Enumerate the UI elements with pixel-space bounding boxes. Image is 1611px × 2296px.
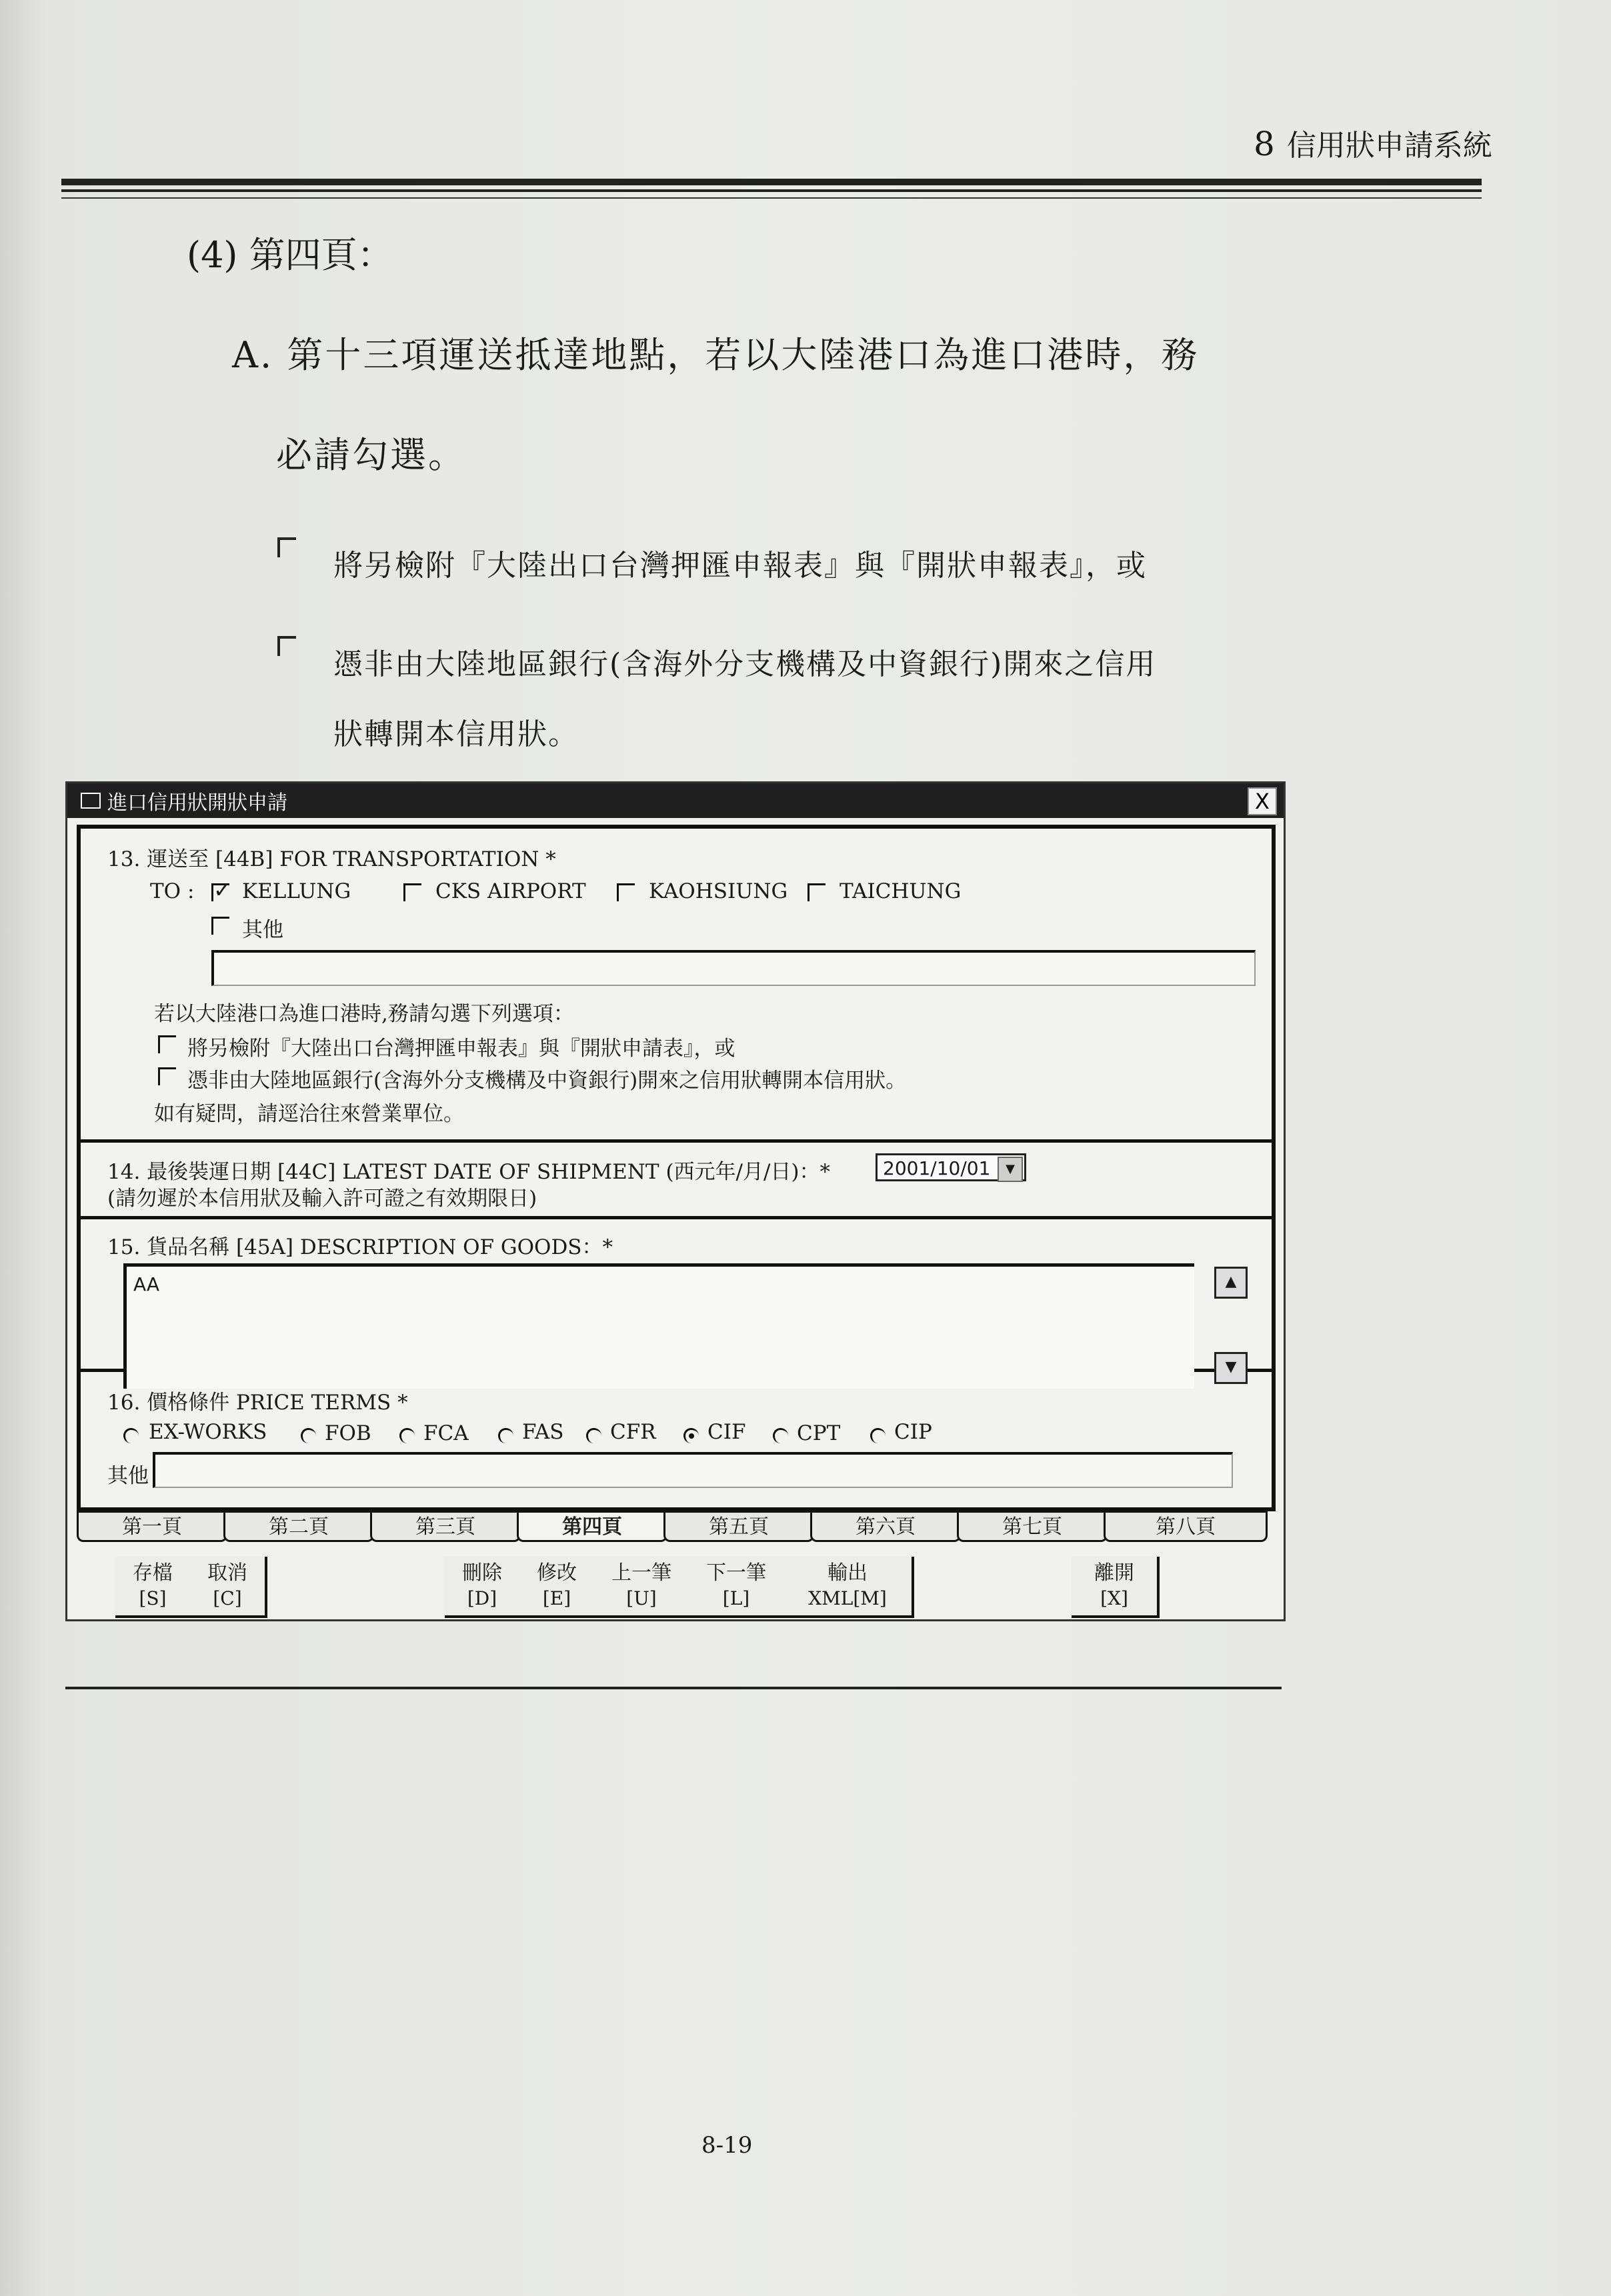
option2-text-line1: 憑非由大陸地區銀行(含海外分支機構及中資銀行)開來之信用: [333, 647, 1157, 681]
term-cpt-radio[interactable]: [773, 1428, 788, 1443]
term-fob-radio[interactable]: [301, 1428, 316, 1443]
header-rule: [61, 179, 1482, 185]
term-cfr-radio[interactable]: [586, 1428, 601, 1443]
chapter-header: [1254, 121, 1492, 164]
term-other-label: 其他: [107, 1464, 149, 1488]
chevron-down-icon[interactable]: ▼: [998, 1157, 1023, 1182]
next-record-button[interactable]: 下一筆 [L]: [689, 1557, 786, 1618]
term-cip-radio[interactable]: [870, 1428, 886, 1443]
tab-page-7[interactable]: 第七頁: [957, 1510, 1108, 1542]
term-label: CIP: [894, 1420, 932, 1444]
item-a-line1: A. 第十三項運送抵達地點，若以大陸港口為進口港時，務: [232, 334, 1200, 376]
section-16: [81, 1372, 1272, 1507]
port-label: KELLUNG: [242, 879, 351, 903]
option2-text-line2: 狀轉開本信用狀。: [333, 717, 579, 751]
page-number: 8-19: [701, 2132, 753, 2159]
tab-page-8[interactable]: 第八頁: [1104, 1510, 1268, 1542]
export-xml-button[interactable]: 輸出 XML[M]: [783, 1557, 914, 1618]
dialog-titlebar: [67, 783, 1284, 818]
shipment-date-select[interactable]: [876, 1153, 1026, 1181]
mainland-option1: 將另檢附『大陸出口台灣押匯申報表』與『開狀申請表』，或: [187, 1037, 735, 1061]
term-label: FOB: [325, 1421, 371, 1445]
term-label: CPT: [797, 1421, 841, 1445]
delete-button[interactable]: 刪除 [D]: [445, 1557, 522, 1618]
term-label: CIF: [707, 1420, 746, 1444]
scroll-down-icon[interactable]: ▼: [1214, 1352, 1248, 1384]
to-label: TO :: [150, 879, 195, 903]
term-exworks-radio[interactable]: [123, 1428, 139, 1443]
tab-page-1[interactable]: 第一頁: [77, 1510, 227, 1542]
edit-button[interactable]: 修改 [E]: [519, 1557, 597, 1618]
window-icon: [81, 793, 101, 809]
shipment-date-value: 2001/10/01: [883, 1157, 991, 1179]
contact-note: 如有疑問，請逕洽往來營業單位。: [154, 1102, 464, 1126]
sec14-sub: (請勿遲於本信用狀及輸入許可證之有效期限日): [107, 1187, 537, 1211]
tab-page-3[interactable]: 第三頁: [370, 1510, 521, 1542]
page-tabs: [77, 1510, 1268, 1545]
sec16-label: 16. 價格條件 PRICE TERMS *: [107, 1391, 408, 1415]
term-label: EX-WORKS: [149, 1420, 267, 1444]
term-cif-radio[interactable]: [683, 1428, 699, 1443]
tab-page-5[interactable]: 第五頁: [663, 1510, 814, 1542]
port-taichung-checkbox[interactable]: [808, 883, 826, 901]
item-a-line2: 必請勾選。: [276, 434, 466, 476]
previous-record-button[interactable]: 上一筆 [U]: [594, 1557, 691, 1618]
mainland-option1-checkbox[interactable]: [158, 1035, 176, 1053]
save-button[interactable]: 存檔 [S]: [115, 1557, 193, 1618]
term-other-input[interactable]: [153, 1452, 1233, 1488]
section-15: [81, 1219, 1272, 1375]
cancel-button[interactable]: 取消 [C]: [190, 1557, 267, 1618]
sec13-label: 13. 運送至 [44B] FOR TRANSPORTATION *: [107, 847, 556, 871]
other-port-input[interactable]: [211, 950, 1256, 986]
term-label: FCA: [423, 1421, 469, 1445]
port-label: CKS AIRPORT: [435, 879, 586, 903]
term-fas-radio[interactable]: [498, 1428, 513, 1443]
port-kaohsiung-checkbox[interactable]: [617, 883, 635, 901]
term-label: FAS: [522, 1420, 564, 1444]
scroll-up-icon[interactable]: ▲: [1214, 1267, 1248, 1299]
lc-application-dialog: [65, 781, 1286, 1621]
section-13: [81, 829, 1272, 1143]
goods-description-textarea[interactable]: [123, 1263, 1237, 1389]
header-rule: [61, 197, 1482, 199]
mainland-option2: 憑非由大陸地區銀行(含海外分支機構及中資銀行)開來之信用狀轉開本信用狀。: [187, 1069, 907, 1093]
mainland-note: 若以大陸港口為進口港時,務請勾選下列選項：: [154, 1002, 574, 1026]
other-label: 其他: [242, 918, 283, 942]
port-cks-checkbox[interactable]: [403, 883, 421, 901]
chapter-title: 信用狀申請系統: [1286, 129, 1492, 163]
exit-button[interactable]: 離開 [X]: [1072, 1557, 1160, 1618]
checkbox-icon: [277, 537, 296, 557]
chapter-number: 8: [1254, 125, 1275, 163]
sec15-label: 15. 貨品名稱 [45A] DESCRIPTION OF GOODS：*: [107, 1235, 613, 1259]
close-button[interactable]: X: [1248, 787, 1277, 815]
dialog-bottom-rule: [65, 1687, 1282, 1689]
port-kellung-checkbox[interactable]: [211, 883, 229, 901]
section-14: [81, 1143, 1272, 1219]
term-fca-radio[interactable]: [399, 1428, 415, 1443]
mainland-option2-checkbox[interactable]: [158, 1067, 176, 1085]
option1-text: 將另檢附『大陸出口台灣押匯申報表』與『開狀申報表』，或: [333, 549, 1147, 583]
form-frame: [77, 825, 1276, 1511]
port-label: KAOHSIUNG: [649, 879, 788, 903]
section-heading: (4) 第四頁：: [187, 234, 393, 276]
tab-page-4[interactable]: 第四頁: [517, 1510, 667, 1542]
term-label: CFR: [610, 1420, 656, 1444]
tab-page-2[interactable]: 第二頁: [223, 1510, 374, 1542]
header-rule: [61, 189, 1482, 192]
goods-description-value: AA: [133, 1273, 160, 1295]
other-port-checkbox[interactable]: [211, 917, 229, 935]
dialog-title: 進口信用狀開狀申請: [107, 791, 287, 815]
sec14-label: 14. 最後裝運日期 [44C] LATEST DATE OF SHIPMENT (西元年/月/日)：*: [107, 1160, 831, 1184]
tab-page-6[interactable]: 第六頁: [810, 1510, 961, 1542]
checkbox-icon: [277, 636, 296, 656]
port-label: TAICHUNG: [840, 879, 962, 903]
